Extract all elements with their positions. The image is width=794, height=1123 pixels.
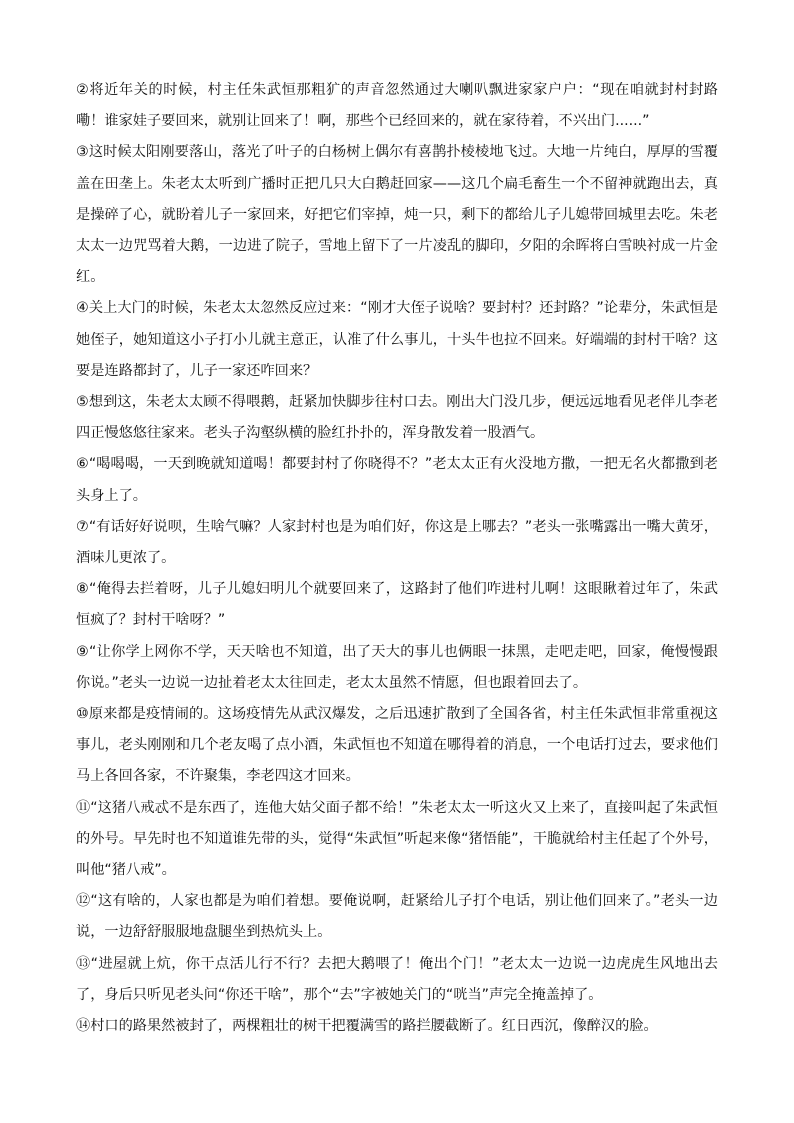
paragraph-11: ⑪“这猪八戒忒不是东西了，连他大姑父面子都不给！”朱老太太一听这火又上来了，直接叫起了朱武恒的外号。早先时也不知道谁先带的头，觉得“朱武恒”听起来像“猪悟能”，干脆就给村主任起了个外号，叫他“猪八戒”。 [76,799,718,879]
paragraph-4: ④关上大门的时候，朱老太太忽然反应过来：“刚才大侄子说啥？要封村？还封路？”论辈分，朱武恒是她侄子，她知道这小子打小儿就主意正，认准了什么事儿，十头牛也拉不回来。好端端的封村干啥？这要是连路都封了，儿子一家还咋回来？ [76,300,718,379]
paragraph-10: ⑩原来都是疫情闹的。这场疫情先从武汉爆发，之后迅速扩散到了全国各省，村主任朱武恒非常重视这事儿，老头刚刚和几个老友喝了点小酒，朱武恒也不知道在哪得着的消息，一个电话打过去，要求他们马上各回各家，不许聚集，李老四这才回来。 [76,706,718,785]
paragraph-6: ⑥“喝喝喝，一天到晚就知道喝！都要封村了你晓得不？”老太太正有火没地方撒，一把无名火都撒到老头身上了。 [76,456,718,504]
paragraph-3: ③这时候太阳刚要落山，落光了叶子的白杨树上偶尔有喜鹊扑棱棱地飞过。大地一片纯白，厚厚的雪覆盖在田垄上。朱老太太听到广播时正把几只大白鹅赶回家——这几个扁毛畜生一个不留神就跑出去，真是操碎了心，就盼着儿子一家回来，好把它们宰掉，炖一只，剩下的都给儿子儿媳带回城里去吃。朱老太太一边咒骂着大鹅，一边进了院子，雪地上留下了一片凌乱的脚印，夕阳的余晖将白雪映衬成一片金红。 [76,144,718,286]
paragraph-2: ②将近年关的时候，村主任朱武恒那粗犷的声音忽然通过大喇叭飘进家家户户：“现在咱就封村封路嘞！谁家娃子要回来，就别让回来了！啊，那些个已经回来的，就在家待着，不兴出门......” [76,82,718,130]
paragraph-12: ⑫“这有啥的，人家也都是为咱们着想。要俺说啊，赶紧给儿子打个电话，别让他们回来了。”老头一边说，一边舒舒服服地盘腿坐到热炕头上。 [76,893,718,941]
paragraph-14: ⑭村口的路果然被封了，两棵粗壮的树干把覆满雪的路拦腰截断了。红日西沉，像醉汉的脸。 [76,1018,658,1035]
paragraph-7: ⑦“有话好好说呗，生啥气嘛？人家封村也是为咱们好，你这是上哪去？”老头一张嘴露出一嘴大黄牙，酒味儿更浓了。 [76,518,718,567]
paragraph-9: ⑨“让你学上网你不学，天天啥也不知道，出了天大的事儿也俩眼一抹黑，走吧走吧，回家，俺慢慢跟你说。”老头一边说一边扯着老太太往回走，老太太虽然不情愿，但也跟着回去了。 [76,643,718,691]
paragraph-5: ⑤想到这，朱老太太顾不得喂鹅，赶紧加快脚步往村口去。刚出大门没几步，便远远地看见老伴儿李老四正慢悠悠往家来。老头子沟壑纵横的脸红扑扑的，浑身散发着一股酒气。 [76,394,718,442]
paragraph-8: ⑧“俺得去拦着呀，儿子儿媳妇明儿个就要回来了，这路封了他们咋进村儿啊！这眼瞅着过年了，朱武恒疯了？封村干啥呀？” [76,581,718,629]
paragraph-13: ⑬“进屋就上炕，你干点活儿行不行？去把大鹅喂了！俺出个门！”老太太一边说一边虎虎生风地出去了，身后只听见老头问“你还干啥”，那个“去”字被她关门的“咣当”声完全掩盖掉了。 [76,955,718,1003]
